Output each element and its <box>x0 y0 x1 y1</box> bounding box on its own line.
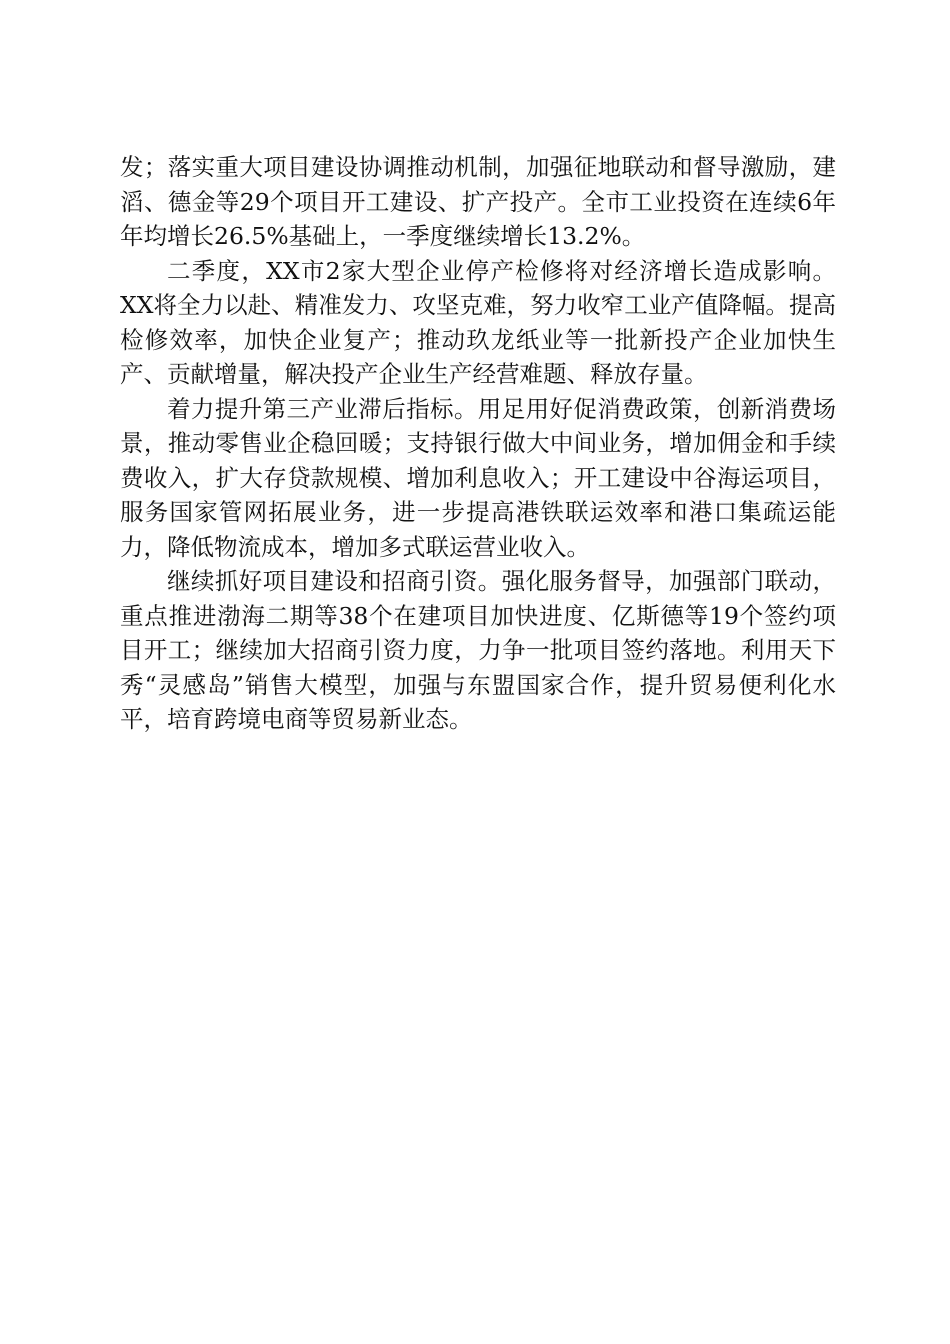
document-body <box>120 150 836 737</box>
paragraph-tertiary-industry: 着力提升第三产业滞后指标。用足用好促消费政策，创新消费场景，推动零售业企稳回暖；支持银行做大中间业务，增加佣金和手续费收入，扩大存贷款规模、增加利息收入；开工建设中谷海运项目，服务国家管网拓展业务，进一步提高港铁联运效率和港口集疏运能力，降低物流成本，增加多式联运营业收入。 <box>120 394 836 561</box>
paragraph-continuation: 发；落实重大项目建设协调推动机制，加强征地联动和督导激励，建滔、德金等29个项目开工建设、扩产投产。全市工业投资在连续6年年均增长26.5%基础上，一季度继续增长13.2%。 <box>120 153 836 250</box>
paragraph-q2-outlook: 二季度，XX市2家大型企业停产检修将对经济增长造成影响。XX将全力以赴、精准发力、攻坚克难，努力收窄工业产值降幅。提高检修效率，加快企业复产；推动玖龙纸业等一批新投产企业加快生产、贡献增量，解决投产企业生产经营难题、释放存量。 <box>120 256 836 388</box>
paragraph-investment: 继续抓好项目建设和招商引资。强化服务督导，加强部门联动，重点推进渤海二期等38个在建项目加快进度、亿斯德等19个签约项目开工；继续加大招商引资力度，力争一批项目签约落地。利用天下秀“灵感岛”销售大模型，加强与东盟国家合作，提升贸易便利化水平，培育跨境电商等贸易新业态。 <box>120 567 836 733</box>
